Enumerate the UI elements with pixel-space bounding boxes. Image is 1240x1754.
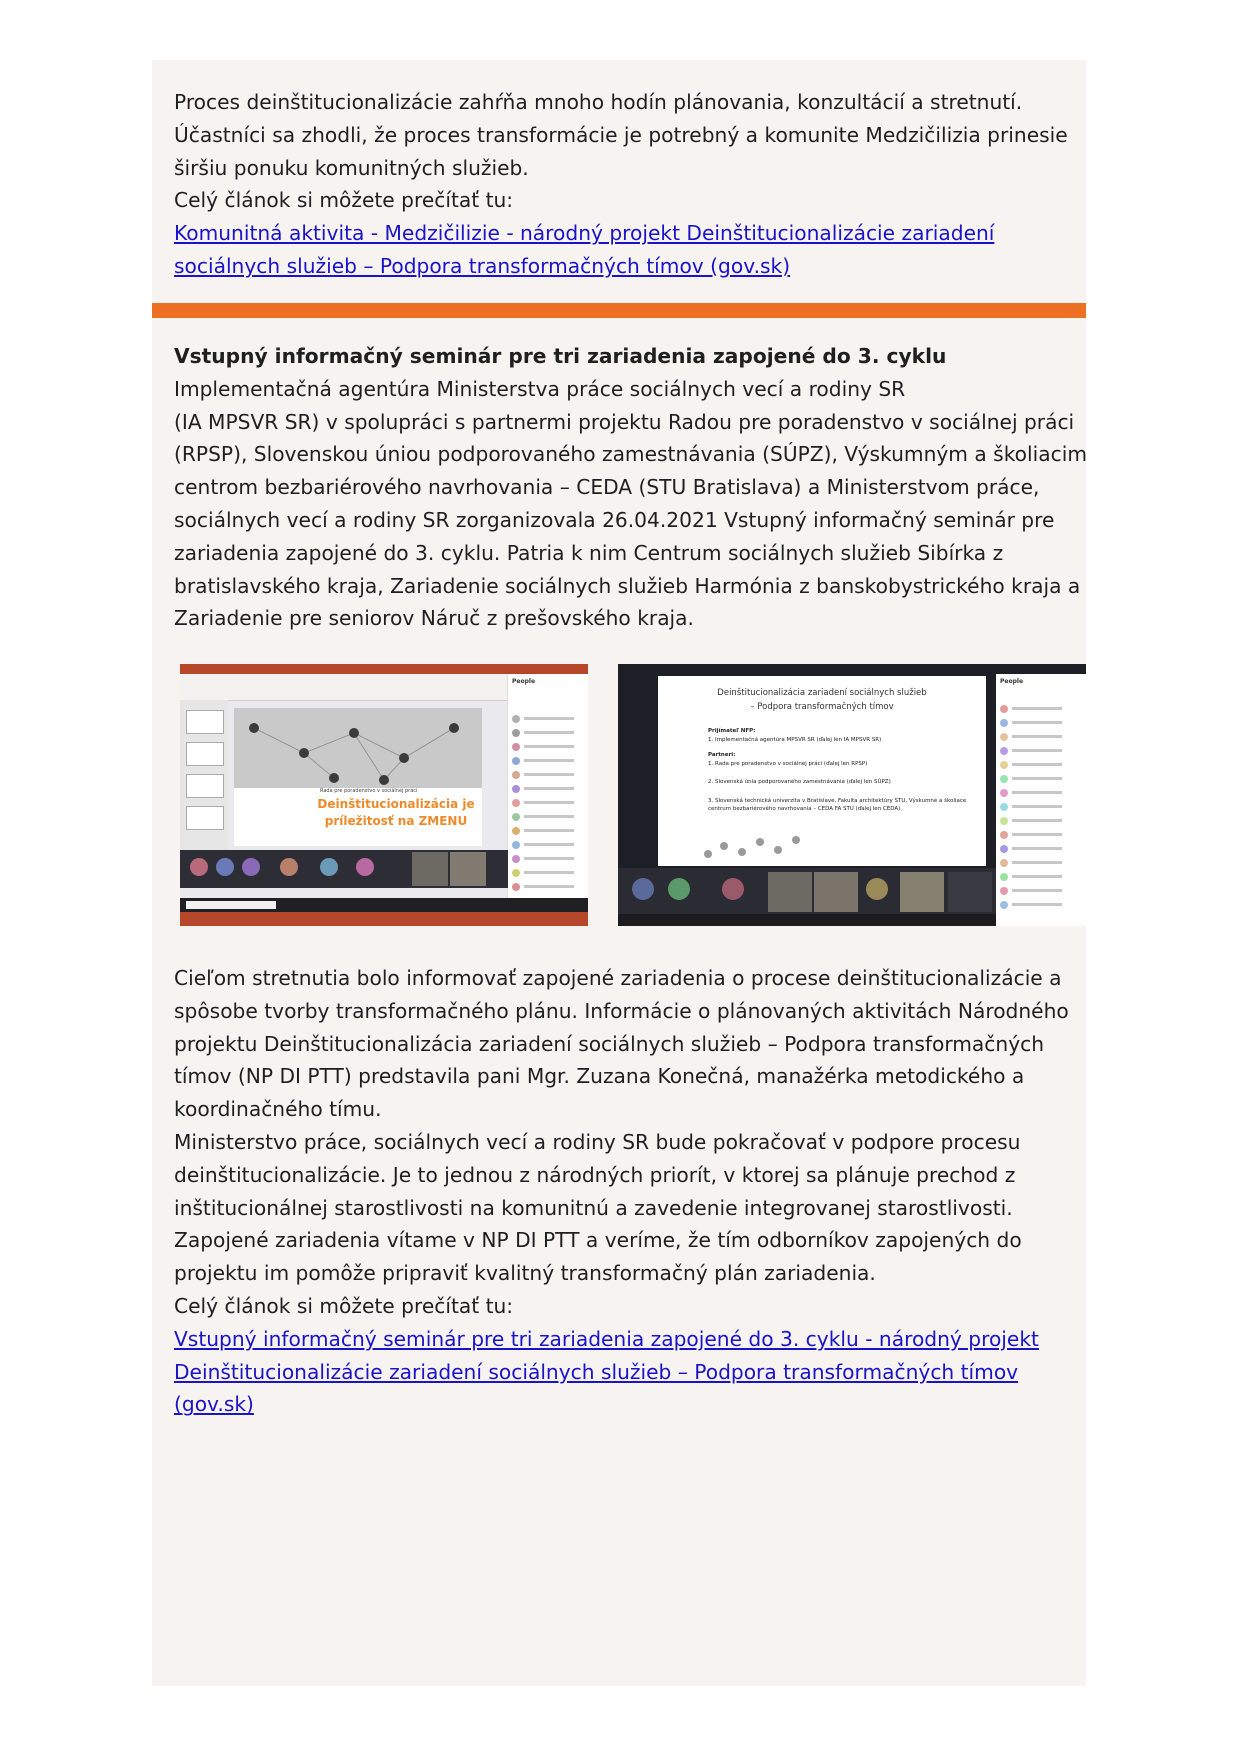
participant-video [412, 852, 448, 886]
participant-row [1000, 774, 1070, 784]
article-link-2-line[interactable]: Deinštitucionalizácie zariadení sociálnych služieb – Podpora transformačných tímov [174, 1359, 1019, 1384]
participant-row [1000, 886, 1070, 896]
participant-row [512, 742, 582, 752]
taskbar-search-input [186, 901, 276, 909]
section-heading: Vstupný informačný seminár pre tri zariadenia zapojené do 3. cyklu [174, 344, 947, 368]
participant-avatar [242, 858, 260, 876]
participant-row [1000, 746, 1070, 756]
participant-avatar [668, 878, 690, 900]
section-1-text [174, 86, 1068, 283]
participant-avatar [356, 858, 374, 876]
participant-row [1000, 802, 1070, 812]
section-3-text [174, 962, 1069, 1421]
powerpoint-titlebar [180, 664, 588, 674]
participant-row [1000, 844, 1070, 854]
meeting-screenshot-2 [618, 664, 1086, 926]
participant-row [1000, 858, 1070, 868]
participant-row [1000, 718, 1070, 728]
article-link-2-line[interactable]: Vstupný informačný seminár pre tri zariadenia zapojené do 3. cyklu - národný projekt [174, 1326, 1039, 1351]
article-link-1[interactable] [174, 217, 1064, 250]
paragraph-line: Ministerstvo práce, sociálnych vecí a rodiny SR bude pokračovať v podpore procesu [174, 1129, 1021, 1154]
slide-partner: 1. Rada pre poradenstvo v sociálnej práci (ďalej len RPSP) [708, 761, 868, 767]
section-2-text [174, 340, 1087, 635]
participant-row [512, 854, 582, 864]
participant-row [512, 798, 582, 808]
paragraph-line: Účastníci sa zhodli, že proces transformácie je potrebný a komunite Medzičilizia prinesie [174, 122, 1068, 147]
paragraph-line: Zariadenie pre seniorov Náruč z prešovského kraja. [174, 606, 694, 631]
participant-row [512, 784, 582, 794]
participant-row [1000, 788, 1070, 798]
paragraph-line: Implementačná agentúra Ministerstva práce sociálnych vecí a rodiny SR [174, 376, 906, 401]
paragraph-line: tímov (NP DI PTT) predstavila pani Mgr. Zuzana Konečná, manažérka metodického a [174, 1064, 1025, 1089]
meeting-screenshot-1 [180, 664, 588, 926]
paragraph-line: bratislavského kraja, Zariadenie sociálnych služieb Harmónia z banskobystrického kraja a [174, 573, 1081, 598]
paragraph-line: (RPSP), Slovenskou úniou podporovaného zamestnávania (SÚPZ), Výskumným a školiacim [174, 442, 1087, 467]
paragraph-line: centrom bezbariérového navrhovania – CEDA (STU Bratislava) a Ministerstvom práce, [174, 475, 1040, 500]
powerpoint-titlebar-2 [180, 912, 588, 926]
people-network-icon [234, 708, 482, 788]
paragraph-line: Celý článok si môžete prečítať tu: [174, 1293, 514, 1318]
presentation-slide [234, 708, 482, 846]
slide-title-line: Deinštitucionalizácia je [317, 797, 475, 811]
participant-row [1000, 704, 1070, 714]
windows-taskbar [618, 914, 996, 926]
participant-row [512, 868, 582, 878]
paragraph-line: sociálnych vecí a rodiny SR zorganizovala 26.04.2021 Vstupný informačný seminár pre [174, 507, 1055, 532]
meeting-bar [618, 868, 996, 914]
participant-row [1000, 816, 1070, 826]
participant-avatar [190, 858, 208, 876]
participant-avatar [320, 858, 338, 876]
people-graphic-icon [698, 826, 818, 862]
presentation-slide [658, 676, 986, 866]
participant-row [512, 756, 582, 766]
paragraph-line: Celý článok si môžete prečítať tu: [174, 188, 514, 213]
participant-row [512, 770, 582, 780]
people-panel [996, 674, 1086, 926]
people-panel [507, 674, 588, 914]
article-link-2-line[interactable]: (gov.sk) [174, 1392, 254, 1417]
paragraph-line: projektu Deinštitucionalizácia zariadení sociálnych služieb – Podpora transformačných [174, 1031, 1045, 1056]
participant-row [1000, 732, 1070, 742]
people-panel-title: People [1000, 678, 1024, 685]
paragraph-line: Cieľom stretnutia bolo informovať zapojené zariadenia o procese deinštitucionalizácie a [174, 966, 1062, 990]
participant-row [512, 840, 582, 850]
paragraph-line: spôsobe tvorby transformačného plánu. Informácie o plánovaných aktivitách Národného [174, 998, 1069, 1023]
slide-recipient-label: Prijímateľ NFP: [708, 728, 756, 734]
paragraph-line: projektu im pomôže pripraviť kvalitný transformačný plán zariadenia. [174, 1261, 876, 1286]
slide-partners-label: Partneri: [708, 752, 736, 758]
slide-partner: 3. Slovenská technická univerzita v Bratislave, Fakulta architektúry STU, Výskumné a školiace centrum bezbariérového navrhovania – CEDA FA STU (ďalej len CEDA) [708, 798, 967, 812]
participant-video [814, 872, 858, 912]
slide-thumbnail [186, 710, 224, 734]
participant-row [1000, 760, 1070, 770]
participant-row [512, 714, 582, 724]
slide-thumbnail [186, 742, 224, 766]
participant-row [1000, 830, 1070, 840]
slide-partner: 2. Slovenská únia podporovaného zamestnávania (ďalej len SÚPZ) [708, 779, 891, 785]
slide-thumbnails [180, 700, 228, 850]
participant-row [512, 812, 582, 822]
paragraph-line: zariadenia zapojené do 3. cyklu. Patria k nim Centrum sociálnych služieb Sibírka z [174, 540, 1004, 565]
network-image [234, 708, 482, 788]
paragraph-line: širšiu ponuku komunitných služieb. [174, 155, 529, 180]
slide-subtitle: Rada pre poradenstvo v sociálnej práci [320, 788, 418, 794]
article-link-1-line[interactable]: Komunitná aktivita - Medzičilizie - národný projekt Deinštitucionalizácie zariadení [174, 221, 995, 246]
slide-heading [668, 686, 976, 714]
orange-divider [152, 303, 1086, 318]
slide-thumbnail [186, 806, 224, 830]
slide-recipient: 1. Implementačná agentúra MPSVR SR (ďalej len IA MPSVR SR) [708, 737, 882, 743]
participant-video [768, 872, 812, 912]
meeting-bar [180, 850, 508, 888]
paragraph-line: Zapojené zariadenia vítame v NP DI PTT a veríme, že tím odborníkov zapojených do [174, 1228, 1022, 1253]
article-link-2[interactable] [174, 1356, 1064, 1389]
paragraph-line: deinštitucionalizácie. Je to jednou z národných priorít, v ktorej sa plánuje prechod z [174, 1162, 1016, 1187]
slide-thumbnail [186, 774, 224, 798]
participant-avatar [866, 878, 888, 900]
paragraph-line: inštitucionálnej starostlivosti na komunitnú a zavedenie integrovanej starostlivosti. [174, 1195, 1013, 1220]
slide-heading-line: Deinštitucionalizácia zariadení sociálnych služieb [717, 688, 927, 698]
article-link-2[interactable] [174, 1388, 1064, 1421]
slide-title [316, 796, 476, 830]
article-link-1[interactable] [174, 250, 1064, 283]
participant-avatar [216, 858, 234, 876]
participant-row [512, 826, 582, 836]
participant-avatar [632, 878, 654, 900]
video-off-icon [948, 872, 992, 912]
paragraph-line: Proces deinštitucionalizácie zahŕňa mnoho hodín plánovania, konzultácií a stretnutí. [174, 90, 1023, 114]
participant-row [1000, 872, 1070, 882]
participant-avatar [722, 878, 744, 900]
windows-taskbar [180, 898, 588, 912]
participant-video [450, 852, 486, 886]
slide-heading-line: – Podpora transformačných tímov [750, 702, 894, 712]
paragraph-line: (IA MPSVR SR) v spolupráci s partnermi projektu Radou pre poradenstvo v sociálnej práci [174, 409, 1075, 434]
participant-avatar [280, 858, 298, 876]
article-card [152, 60, 1086, 1686]
slide-title-line: príležitosť na ZMENU [324, 814, 468, 828]
participant-row [512, 728, 582, 738]
participant-video [900, 872, 944, 912]
people-panel-title: People [512, 678, 536, 685]
paragraph-line: koordinačného tímu. [174, 1097, 382, 1122]
participant-row [1000, 900, 1070, 910]
article-link-1-line[interactable]: sociálnych služieb – Podpora transformačných tímov (gov.sk) [174, 253, 791, 278]
participant-row [512, 882, 582, 892]
article-link-2[interactable] [174, 1323, 1064, 1356]
